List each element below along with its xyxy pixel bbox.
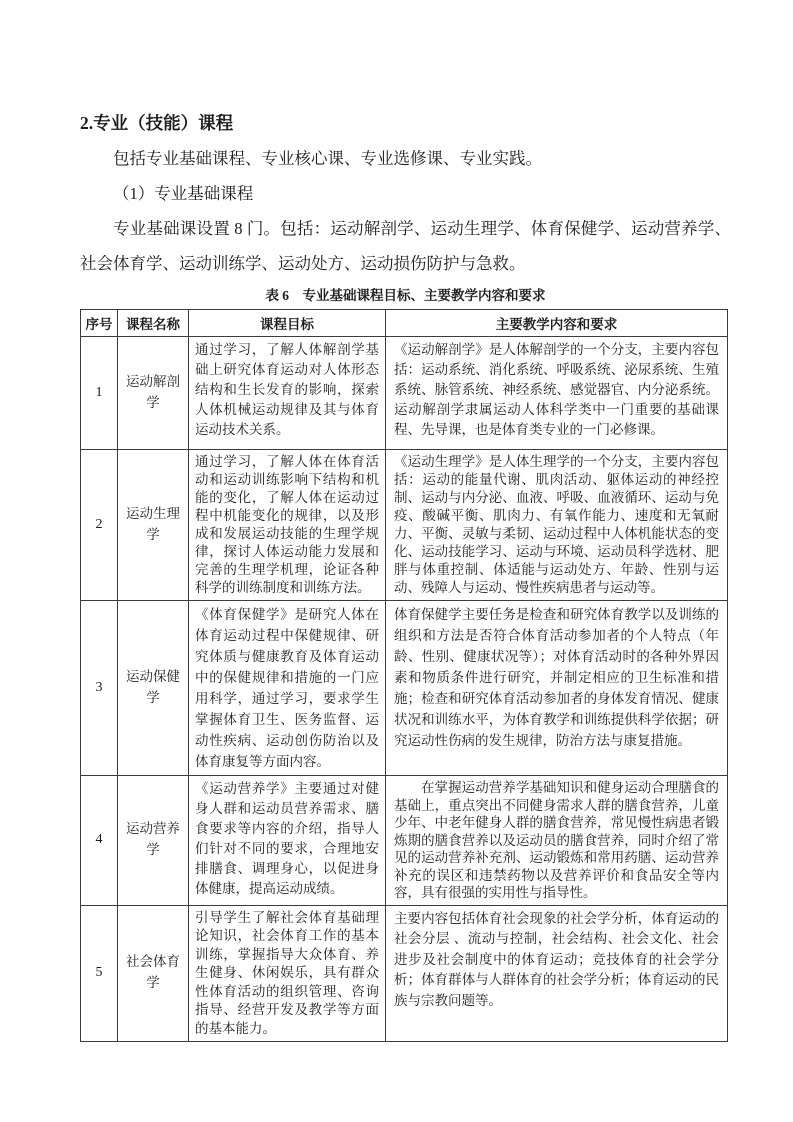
column-header-course-name: 课程名称 xyxy=(118,310,189,337)
table-row xyxy=(81,601,728,776)
paragraph-course-list: 专业基础课设置 8 门。包括：运动解剖学、运动生理学、体育保健学、运动营养学、社会体育学、运动训练学、运动处方、运动损伤防护与急救。 xyxy=(80,219,731,273)
row-number: 3 xyxy=(81,601,118,776)
course-goal-cell: 《体育保健学》是研究人体在体育运动过程中保健规律、研究体质与健康教育及体育运动中的保健规律和措施的一门应用科学，通过学习，要求学生掌握体育卫生、医务监督、运动性疾病、运动创伤防治以及体育康复等方面内容。 xyxy=(189,601,386,776)
row-number: 5 xyxy=(81,905,118,1042)
table-row xyxy=(81,776,728,906)
course-content-cell: 体育保健学主要任务是检查和研究体育教学以及训练的组织和方法是否符合体育活动参加者的个人特点（年龄、性别、健康状况等）；对体育活动时的各种外界因素和物质条件进行研究，并制定相应的卫生标准和措施；检查和研究体育活动参加者的身体发育情况、健康状况和训练水平，为体育教学和训练提供科学依据；研究运动性伤病的发生规律，防治方法与康复措施。 xyxy=(386,601,728,776)
course-goal-cell: 引导学生了解社会体育基础理论知识，社会体育工作的基本训练，掌握指导大众体育、养生健身、休闲娱乐，具有群众性体育活动的组织管理、咨询指导、经营开发及教学等方面的基本能力。 xyxy=(189,905,386,1042)
course-goal-cell: 《运动营养学》主要通过对健身人群和运动员营养需求、膳食要求等内容的介绍，指导人们针对不同的要求，合理地安排膳食、调理身心，以促进身体健康，提高运动成绩。 xyxy=(189,776,386,906)
section-heading: 2.专业（技能）课程 xyxy=(80,113,234,133)
row-number: 1 xyxy=(81,337,118,450)
table-row xyxy=(81,450,728,601)
course-content-cell: 在掌握运动营养学基础知识和健身运动合理膳食的基础上，重点突出不同健身需求人群的膳食营养，儿童少年、中老年健身人群的膳食营养，常见慢性病患者锻炼期的膳食营养以及运动员的膳食营养，同时介绍了常见的运动营养补充剂、运动锻炼和常用药膳、运动营养补充的误区和违禁药物以及营养评价和食品安全等内容，具有很强的实用性与指导性。 xyxy=(386,776,728,906)
courses-table xyxy=(80,309,728,1042)
column-header-no: 序号 xyxy=(81,310,118,337)
course-name-cell: 社会体育学 xyxy=(118,905,189,1042)
table-row xyxy=(81,905,728,1042)
table-caption: 表 6 专业基础课程目标、主要教学内容和要求 xyxy=(265,288,546,303)
course-name-cell: 运动营养学 xyxy=(118,776,189,906)
table-header-row xyxy=(81,310,728,337)
row-number: 2 xyxy=(81,450,118,601)
column-header-course-goal: 课程目标 xyxy=(189,310,386,337)
course-name-cell: 运动生理学 xyxy=(118,450,189,601)
row-number: 4 xyxy=(81,776,118,906)
paragraph-includes: 包括专业基础课程、专业核心课、专业选修课、专业实践。 xyxy=(113,149,542,168)
course-content-cell: 《运动解剖学》是人体解剖学的一个分支，主要内容包括：运动系统、消化系统、呼吸系统、泌尿系统、生殖系统、脉管系统、神经系统、感觉器官、内分泌系统。运动解剖学隶属运动人体科学类中一门重要的基础课程、先导课，也是体育类专业的一门必修课。 xyxy=(386,337,728,450)
course-goal-cell: 通过学习，了解人体在体育活动和运动训练影响下结构和机能的变化，了解人体在运动过程中机能变化的规律，以及形成和发展运动技能的生理学规律，探讨人体运动能力发展和完善的生理学机理，论证各种科学的训练制度和训练方法。 xyxy=(189,450,386,601)
course-content-cell: 《运动生理学》是人体生理学的一个分支，主要内容包括：运动的能量代谢、肌肉活动、躯体运动的神经控制、运动与内分泌、血液、呼吸、血液循环、运动与免疫、酸碱平衡、肌肉力、有氧作能力、速度和无氧耐力、平衡、灵敏与柔韧、运动过程中人体机能状态的变化、运动技能学习、运动与环境、运动员科学选材、肥胖与体重控制、体适能与运动处方、年龄、性别与运动、残障人与运动、慢性疾病患者与运动等。 xyxy=(386,450,728,601)
course-name-cell: 运动解剖学 xyxy=(118,337,189,450)
course-content-cell: 主要内容包括体育社会现象的社会学分析，体育运动的社会分层 、流动与控制，社会结构、社会文化、社会进步及社会制度中的体育运动；竞技体育的社会学分析；体育群体与人群体育的社会学分析；体育运动的民族与宗教问题等。 xyxy=(386,905,728,1042)
course-name-cell: 运动保健学 xyxy=(118,601,189,776)
course-goal-cell: 通过学习，了解人体解剖学基础上研究体育运动对人体形态结构和生长发育的影响，探索人体机械运动规律及其与体育运动技术关系。 xyxy=(189,337,386,450)
column-header-course-content: 主要教学内容和要求 xyxy=(386,310,728,337)
table-row xyxy=(81,337,728,450)
paragraph-subsection: （1）专业基础课程 xyxy=(113,184,254,203)
